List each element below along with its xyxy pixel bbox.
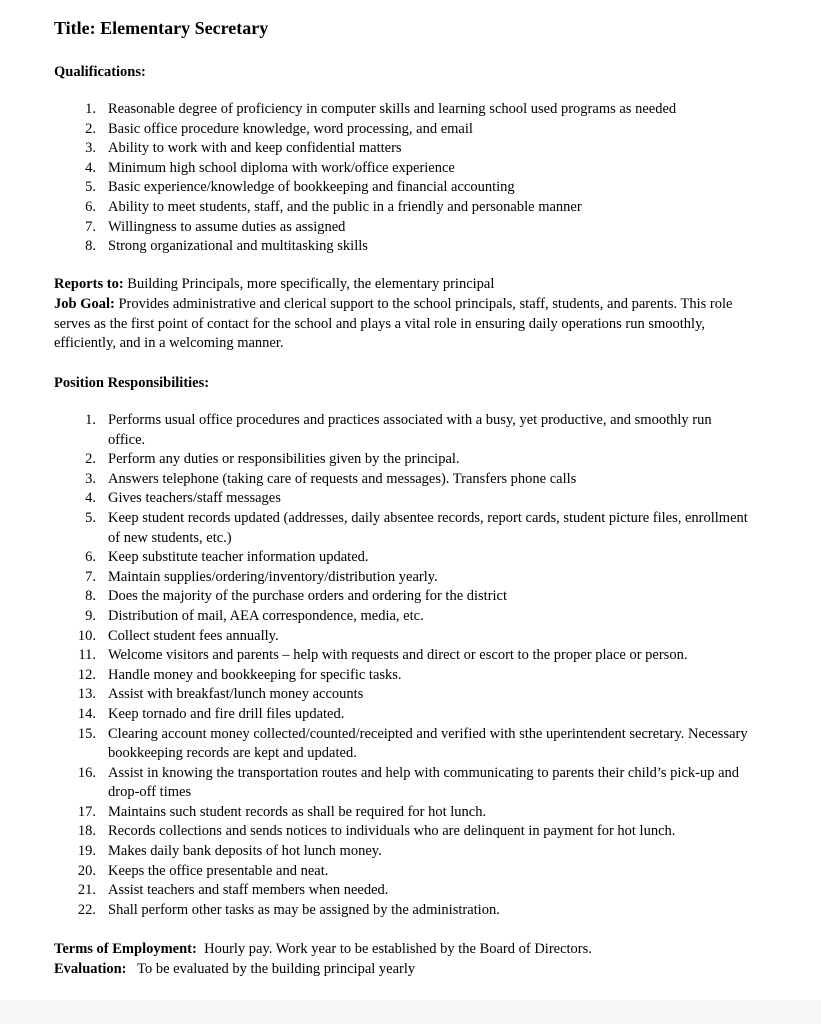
list-item-number: 16. xyxy=(77,764,96,781)
list-item-number: 20. xyxy=(77,862,96,879)
list-item-text: Basic experience/knowledge of bookkeeping and financial accounting xyxy=(108,179,515,196)
list-item-number: 2. xyxy=(85,451,96,468)
list-item-text: Keep tornado and fire drill files updated. xyxy=(108,705,345,722)
list-item xyxy=(0,100,760,120)
list-item-number: 2. xyxy=(85,120,96,137)
page-bottom-edge xyxy=(0,1000,821,1024)
list-item-text: Distribution of mail, AEA correspondence, media, etc. xyxy=(108,607,424,624)
list-item xyxy=(0,725,760,764)
list-item xyxy=(0,489,760,509)
list-item-text: Maintain supplies/ordering/inventory/distribution yearly. xyxy=(108,568,438,585)
list-item xyxy=(0,822,760,842)
list-item xyxy=(0,470,760,490)
evaluation-label: Evaluation: xyxy=(54,961,127,977)
list-item-number: 6. xyxy=(85,198,96,215)
list-item-number: 13. xyxy=(77,686,96,703)
qualifications-heading: Qualifications: xyxy=(54,64,146,80)
list-item xyxy=(0,139,760,159)
list-item-number: 14. xyxy=(77,705,96,722)
list-item xyxy=(0,646,760,666)
list-item-text: Does the majority of the purchase orders and ordering for the district xyxy=(108,588,508,605)
list-item-text: Records collections and sends notices to individuals who are delinquent in payment for hot lunch. xyxy=(108,823,676,840)
list-item-text: Keep substitute teacher information updated. xyxy=(108,549,369,566)
reports-to-label: Reports to: xyxy=(54,276,124,292)
list-item-text: Clearing account money collected/counted/receipted and verified with sthe uperintendent secretary. Necessary bookkeeping records are kept and updated. xyxy=(108,725,748,762)
list-item-text: Minimum high school diploma with work/office experience xyxy=(108,159,455,176)
terms-label: Terms of Employment: xyxy=(54,941,197,957)
responsibilities-heading: Position Responsibilities: xyxy=(54,375,210,391)
list-item-number: 18. xyxy=(77,823,96,840)
list-item-number: 9. xyxy=(85,607,96,624)
list-item-number: 7. xyxy=(85,218,96,235)
list-item-text: Assist in knowing the transportation routes and help with communicating to parents their child’s pick-up and drop-off times xyxy=(108,764,740,801)
list-item-text: Keep student records updated (addresses, daily absentee records, report cards, student picture files, enrollment of new students, etc.) xyxy=(108,509,748,546)
list-item xyxy=(0,120,760,140)
terms-paragraph xyxy=(54,940,774,960)
list-item-text: Shall perform other tasks as may be assigned by the administration. xyxy=(108,901,500,918)
list-item xyxy=(0,685,760,705)
list-item xyxy=(0,218,760,238)
job-goal-paragraph xyxy=(54,295,766,354)
list-item xyxy=(0,627,760,647)
list-item-text: Willingness to assume duties as assigned xyxy=(108,218,346,235)
list-item xyxy=(0,842,760,862)
list-item-number: 5. xyxy=(85,509,96,526)
list-item-text: Collect student fees annually. xyxy=(108,627,279,644)
list-item-number: 3. xyxy=(85,470,96,487)
list-item-number: 19. xyxy=(77,843,96,860)
qualifications-list xyxy=(0,100,760,257)
reports-to-text: Building Principals, more specifically, the elementary principal xyxy=(123,276,495,292)
list-item xyxy=(0,764,760,803)
list-item xyxy=(0,705,760,725)
reports-to-paragraph xyxy=(54,275,774,295)
list-item-number: 4. xyxy=(85,159,96,176)
list-item-number: 1. xyxy=(85,412,96,428)
list-item-number: 17. xyxy=(77,803,96,820)
list-item-number: 21. xyxy=(77,882,96,899)
list-item-text: Welcome visitors and parents – help with requests and direct or escort to the proper place or person. xyxy=(108,647,688,664)
list-item xyxy=(0,862,760,882)
list-item-text: Ability to work with and keep confidential matters xyxy=(108,140,402,157)
list-item-number: 7. xyxy=(85,568,96,585)
list-item xyxy=(0,666,760,686)
list-item xyxy=(0,450,760,470)
list-item-text: Reasonable degree of proficiency in computer skills and learning school used programs as needed xyxy=(108,101,677,117)
list-item-number: 4. xyxy=(85,490,96,507)
list-item-number: 8. xyxy=(85,238,96,255)
list-item xyxy=(0,198,760,218)
terms-text: Hourly pay. Work year to be established by the Board of Directors. xyxy=(196,941,592,957)
list-item-number: 6. xyxy=(85,549,96,566)
list-item-text: Strong organizational and multitasking skills xyxy=(108,238,368,255)
job-goal-text: Provides administrative and clerical support to the school principals, staff, students, and parents. This role serves as the first point of contact for the school and plays a vital role in ensuring daily operations run smoothly, efficiently, and in a welcoming manner. xyxy=(54,296,733,352)
list-item-text: Performs usual office procedures and practices associated with a busy, yet productive, and smoothly run office. xyxy=(108,412,712,448)
list-item-number: 15. xyxy=(77,725,96,742)
list-item xyxy=(0,803,760,823)
list-item xyxy=(0,237,760,257)
list-item xyxy=(0,901,760,921)
list-item xyxy=(0,548,760,568)
list-item-number: 22. xyxy=(77,901,96,918)
list-item-number: 12. xyxy=(77,666,96,683)
list-item-number: 8. xyxy=(85,588,96,605)
list-item xyxy=(0,881,760,901)
list-item-text: Perform any duties or responsibilities given by the principal. xyxy=(108,451,460,468)
list-item-text: Answers telephone (taking care of requests and messages). Transfers phone calls xyxy=(108,470,577,487)
list-item xyxy=(0,607,760,627)
list-item-text: Handle money and bookkeeping for specific tasks. xyxy=(108,666,402,683)
list-item-number: 1. xyxy=(85,101,96,117)
list-item xyxy=(0,159,760,179)
list-item-number: 5. xyxy=(85,179,96,196)
list-item xyxy=(0,509,760,548)
list-item-text: Assist teachers and staff members when needed. xyxy=(108,882,389,899)
list-item-text: Assist with breakfast/lunch money accounts xyxy=(108,686,364,703)
document-title: Title: Elementary Secretary xyxy=(54,18,269,38)
job-goal-label: Job Goal: xyxy=(54,296,115,312)
evaluation-paragraph xyxy=(54,960,774,980)
responsibilities-list xyxy=(0,411,760,920)
evaluation-text: To be evaluated by the building principal yearly xyxy=(126,961,416,977)
list-item-text: Basic office procedure knowledge, word processing, and email xyxy=(108,120,473,137)
list-item-text: Gives teachers/staff messages xyxy=(108,490,281,507)
list-item-number: 11. xyxy=(78,647,96,664)
list-item-text: Ability to meet students, staff, and the public in a friendly and personable manner xyxy=(108,198,582,215)
list-item xyxy=(0,587,760,607)
list-item-number: 10. xyxy=(77,627,96,644)
list-item xyxy=(0,568,760,588)
list-item-number: 3. xyxy=(85,140,96,157)
list-item-text: Keeps the office presentable and neat. xyxy=(108,862,329,879)
list-item xyxy=(0,178,760,198)
list-item xyxy=(0,411,760,450)
list-item-text: Makes daily bank deposits of hot lunch money. xyxy=(108,843,382,860)
list-item-text: Maintains such student records as shall be required for hot lunch. xyxy=(108,803,487,820)
